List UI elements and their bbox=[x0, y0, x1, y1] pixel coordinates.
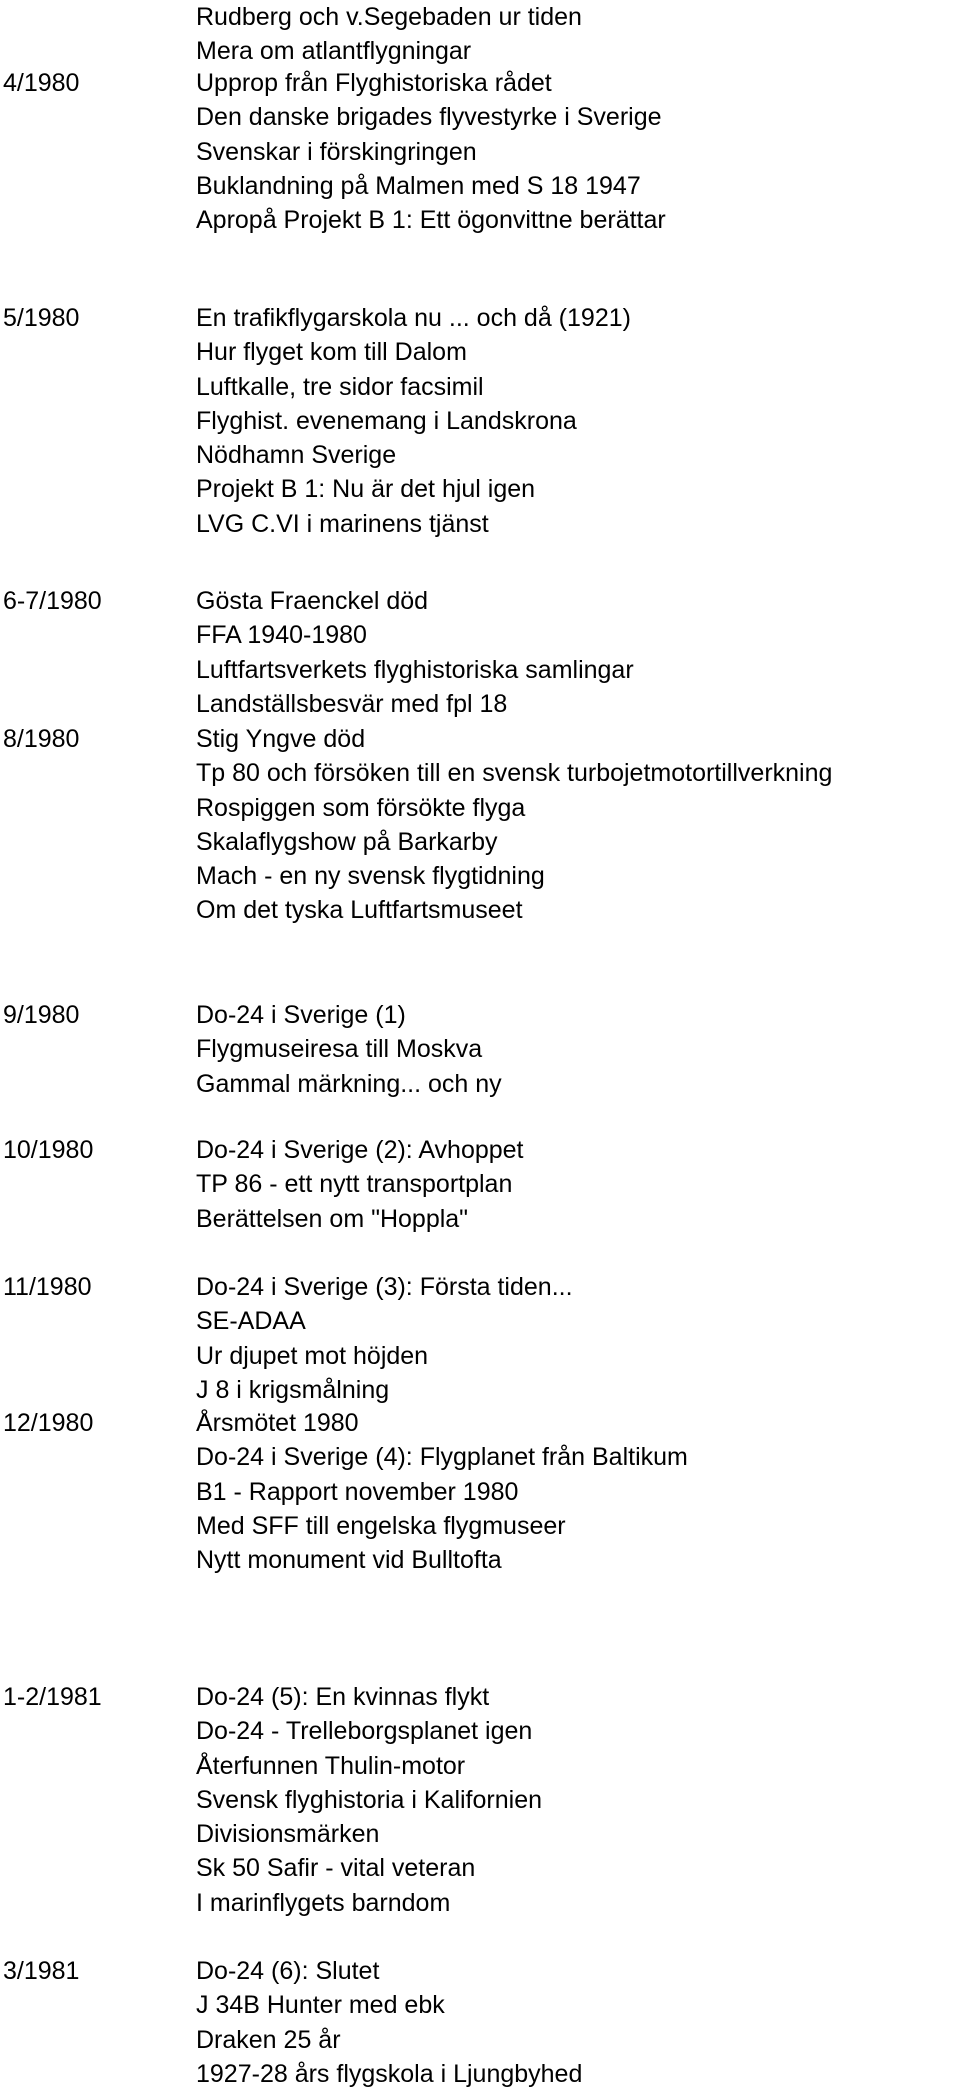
article-title: Do-24 i Sverige (3): Första tiden... bbox=[196, 1273, 573, 1301]
article-title: Stig Yngve död bbox=[196, 725, 366, 753]
article-title: Do-24 (5): En kvinnas flykt bbox=[196, 1683, 490, 1711]
issue-section bbox=[0, 998, 960, 1101]
article-title: Årsmötet 1980 bbox=[196, 1409, 359, 1437]
issue-section bbox=[0, 66, 960, 237]
article-title: 1927-28 års flygskola i Ljungbyhed bbox=[196, 2059, 583, 2088]
issue-section bbox=[0, 0, 960, 69]
article-title: Nytt monument vid Bulltofta bbox=[196, 1546, 502, 1575]
article-title: Apropå Projekt B 1: Ett ögonvittne berättar bbox=[196, 206, 666, 235]
issue-section bbox=[0, 1406, 960, 1577]
article-title: LVG C.VI i marinens tjänst bbox=[196, 509, 489, 538]
article-list bbox=[196, 584, 960, 721]
issue-number: 12/1980 bbox=[3, 1409, 94, 1437]
article-title: Luftfartsverkets flyghistoriska samlingar bbox=[196, 655, 634, 684]
article-title: Ur djupet mot höjden bbox=[196, 1341, 429, 1370]
article-title: Gammal märkning... och ny bbox=[196, 1069, 502, 1098]
article-title: B1 - Rapport november 1980 bbox=[196, 1477, 519, 1506]
article-title: Do-24 i Sverige (2): Avhoppet bbox=[196, 1136, 524, 1164]
article-list bbox=[196, 1270, 960, 1407]
issue-section bbox=[0, 1680, 960, 1920]
article-list bbox=[196, 301, 960, 541]
article-title: Tp 80 och försöken till en svensk turbojetmotortillverkning bbox=[196, 759, 833, 788]
article-list bbox=[196, 1406, 960, 1577]
article-title: Landställsbesvär med fpl 18 bbox=[196, 689, 508, 718]
article-title: Buklandning på Malmen med S 18 1947 bbox=[196, 171, 641, 200]
article-list bbox=[196, 1133, 960, 1236]
article-title: Berättelsen om "Hoppla" bbox=[196, 1204, 469, 1233]
article-title: Do-24 - Trelleborgsplanet igen bbox=[196, 1717, 533, 1746]
issue-section bbox=[0, 1133, 960, 1236]
article-title: Luftkalle, tre sidor facsimil bbox=[196, 372, 484, 401]
article-title: Do-24 i Sverige (4): Flygplanet från Baltikum bbox=[196, 1443, 688, 1472]
article-title: Den danske brigades flyvestyrke i Sverige bbox=[196, 103, 662, 132]
issue-number: 10/1980 bbox=[3, 1136, 94, 1164]
article-title: Med SFF till engelska flygmuseer bbox=[196, 1511, 566, 1540]
article-list bbox=[196, 1954, 960, 2091]
article-title: FFA 1940-1980 bbox=[196, 621, 367, 650]
article-title: J 34B Hunter med ebk bbox=[196, 1991, 445, 2020]
article-title: Flyghist. evenemang i Landskrona bbox=[196, 406, 577, 435]
article-list bbox=[196, 998, 960, 1101]
issue-number: 1-2/1981 bbox=[3, 1683, 102, 1711]
article-title: Hur flyget kom till Dalom bbox=[196, 338, 467, 367]
article-title: Draken 25 år bbox=[196, 2025, 341, 2054]
article-title: Återfunnen Thulin-motor bbox=[196, 1751, 466, 1780]
article-title: Mach - en ny svensk flygtidning bbox=[196, 862, 545, 891]
article-title: Divisionsmärken bbox=[196, 1820, 380, 1849]
article-title: Gösta Fraenckel död bbox=[196, 587, 429, 615]
article-list bbox=[196, 1680, 960, 1920]
article-title: Om det tyska Luftfartsmuseet bbox=[196, 896, 523, 925]
issue-number: 8/1980 bbox=[3, 725, 80, 753]
issue-number: 3/1981 bbox=[3, 1957, 80, 1985]
article-title: Skalaflygshow på Barkarby bbox=[196, 827, 498, 856]
article-title: TP 86 - ett nytt transportplan bbox=[196, 1170, 513, 1199]
issue-number: 4/1980 bbox=[3, 69, 80, 97]
article-title: Svenskar i förskingringen bbox=[196, 137, 477, 166]
article-list bbox=[196, 0, 960, 69]
article-title: Rospiggen som försökte flyga bbox=[196, 793, 526, 822]
issue-section bbox=[0, 722, 960, 928]
article-title: Svensk flyghistoria i Kalifornien bbox=[196, 1785, 542, 1814]
issue-number: 6-7/1980 bbox=[3, 587, 102, 615]
article-title: En trafikflygarskola nu ... och då (1921) bbox=[196, 304, 631, 332]
issue-section bbox=[0, 1954, 960, 2091]
issue-number: 9/1980 bbox=[3, 1001, 80, 1029]
article-title: Do-24 i Sverige (1) bbox=[196, 1001, 406, 1029]
article-title: SE-ADAA bbox=[196, 1307, 306, 1336]
article-title: I marinflygets barndom bbox=[196, 1888, 451, 1917]
article-title: Mera om atlantflygningar bbox=[196, 37, 472, 66]
issue-section bbox=[0, 584, 960, 721]
issue-section bbox=[0, 301, 960, 541]
article-title: Sk 50 Safir - vital veteran bbox=[196, 1854, 476, 1883]
article-list bbox=[196, 66, 960, 237]
issue-number: 11/1980 bbox=[3, 1273, 92, 1301]
article-title: Flygmuseiresa till Moskva bbox=[196, 1035, 483, 1064]
article-title: Rudberg och v.Segebaden ur tiden bbox=[196, 3, 582, 31]
issue-section bbox=[0, 1270, 960, 1407]
issue-number: 5/1980 bbox=[3, 304, 80, 332]
article-title: Do-24 (6): Slutet bbox=[196, 1957, 380, 1985]
article-title: Upprop från Flyghistoriska rådet bbox=[196, 69, 552, 97]
article-title: Projekt B 1: Nu är det hjul igen bbox=[196, 475, 536, 504]
article-title: J 8 i krigsmålning bbox=[196, 1375, 390, 1404]
article-title: Nödhamn Sverige bbox=[196, 441, 397, 470]
article-list bbox=[196, 722, 960, 928]
